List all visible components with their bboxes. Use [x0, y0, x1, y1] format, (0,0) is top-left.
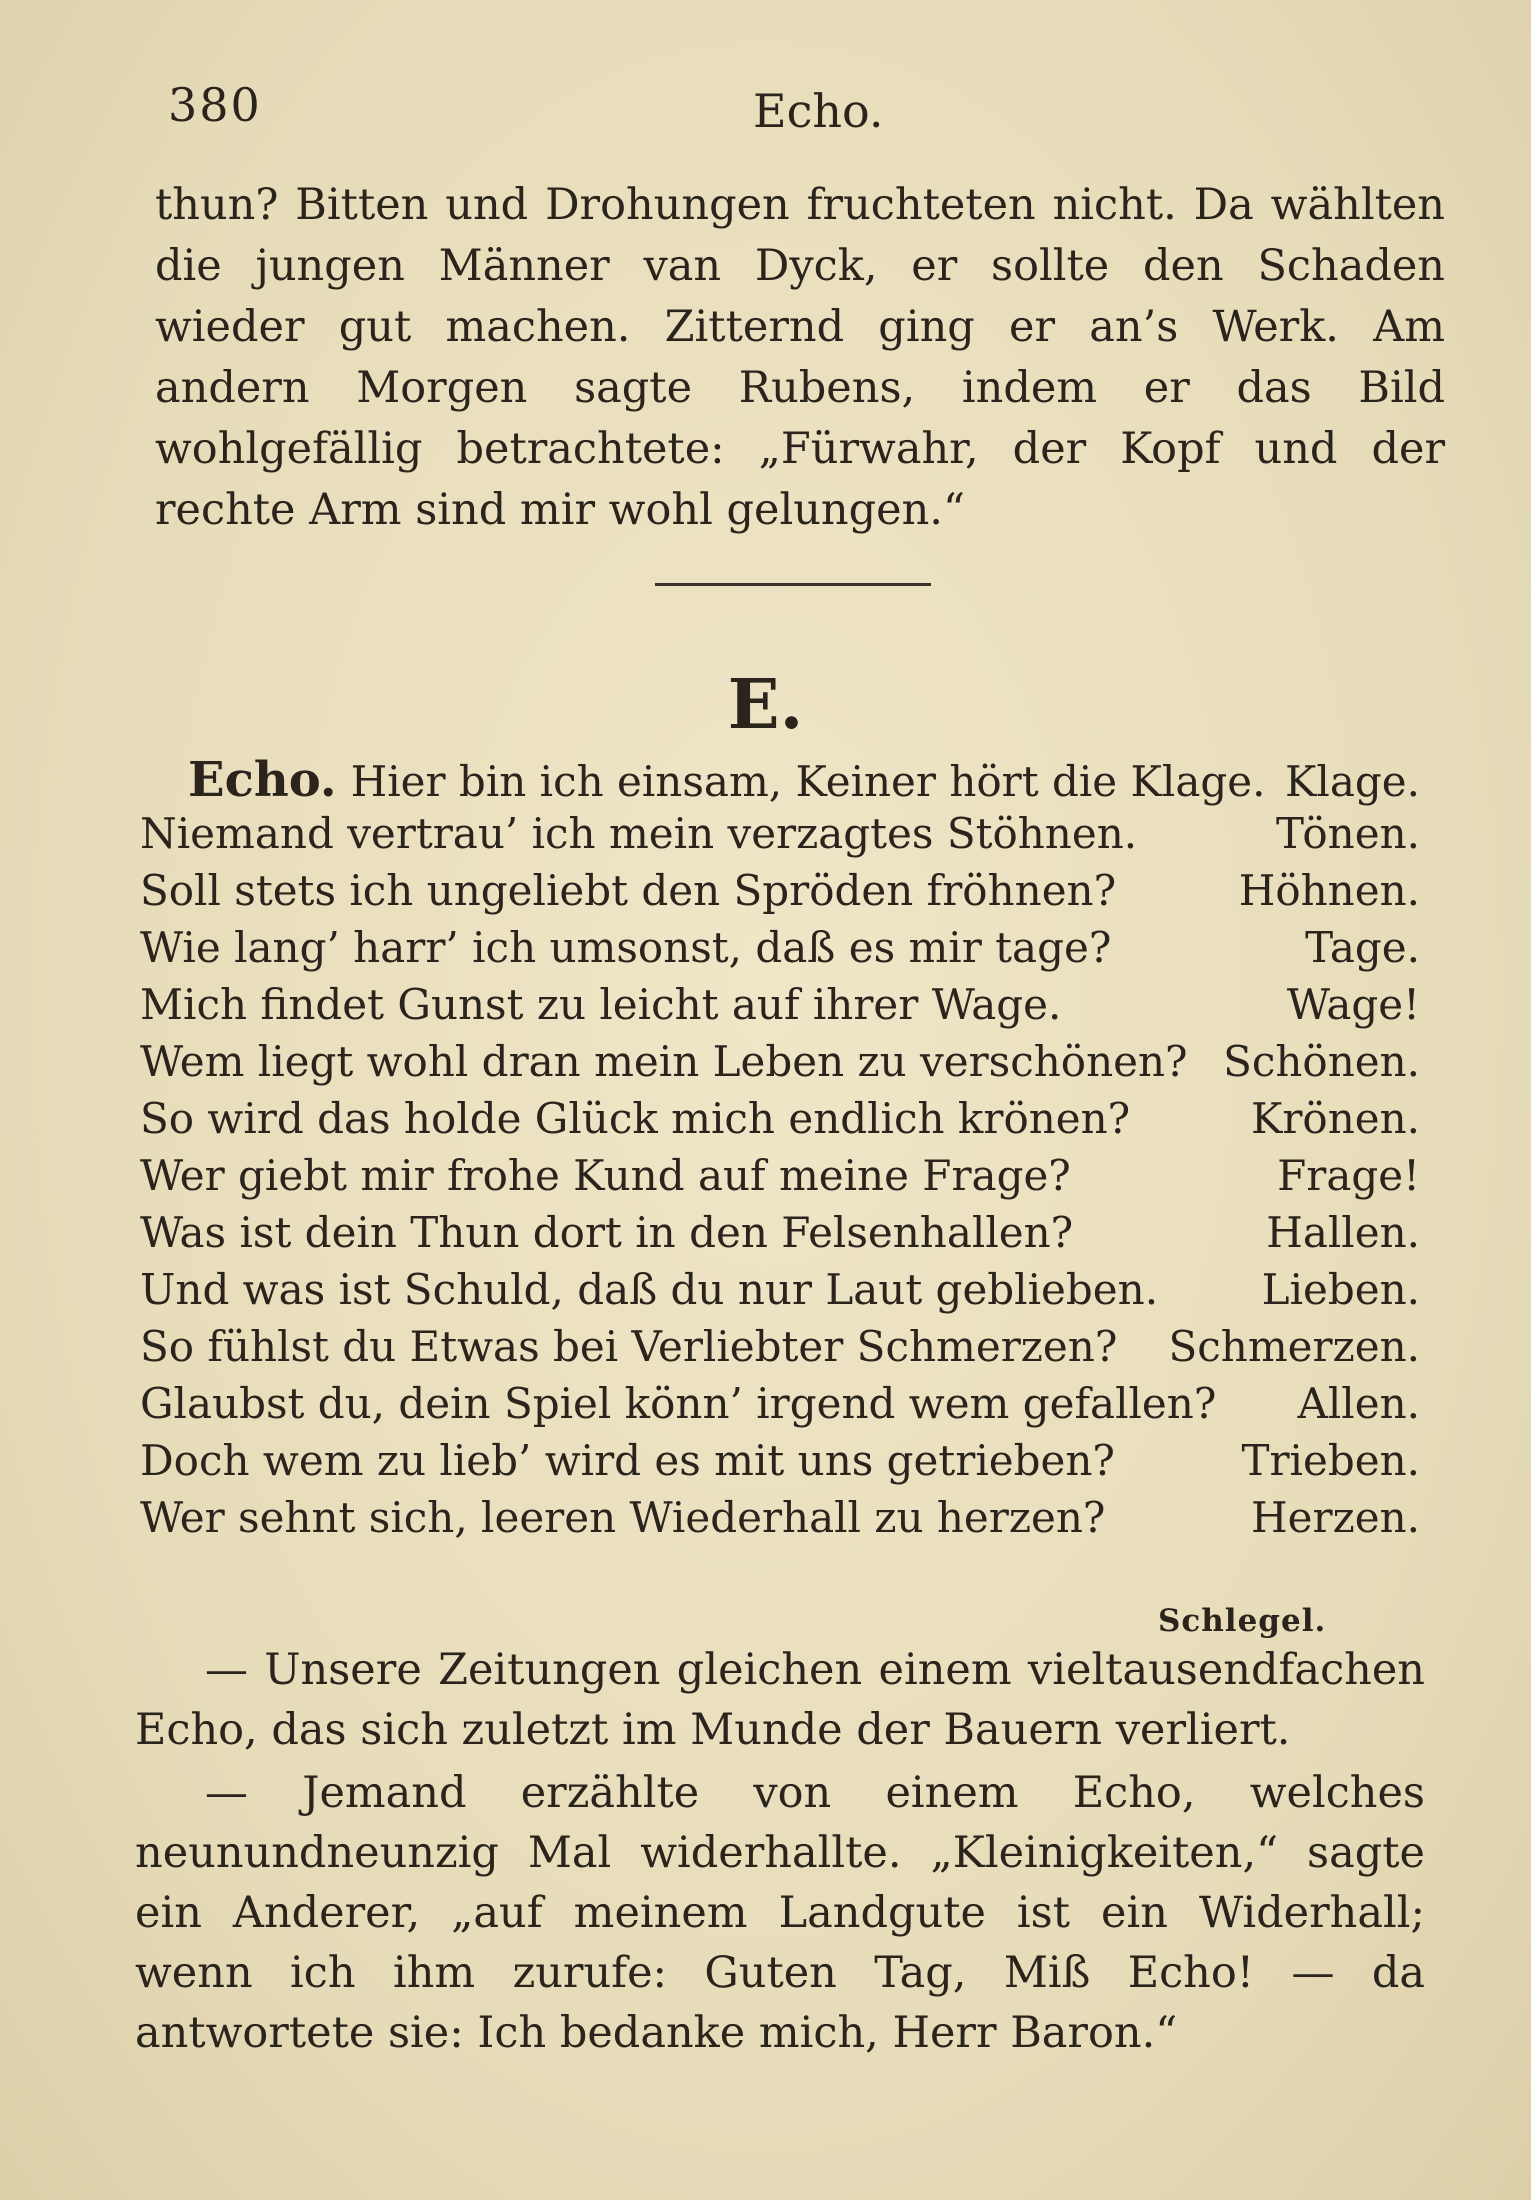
poem-line-text: Und was ist Schuld, daß du nur Laut geblieben.	[140, 1265, 1159, 1314]
poem-line	[140, 752, 1420, 809]
poem-line-text: Was ist dein Thun dort in den Felsenhallen?	[140, 1208, 1074, 1257]
poem-echo-word: Klage.	[1285, 757, 1420, 806]
poem-line	[140, 1493, 1420, 1550]
poem-line-text: Wer giebt mir frohe Kund auf meine Frage?	[140, 1151, 1071, 1200]
page-number: 380	[168, 78, 262, 132]
poem-echo-word: Trieben.	[1241, 1436, 1420, 1485]
echo-poem	[140, 752, 1420, 1550]
poem-echo-word: Wage!	[1286, 980, 1420, 1029]
poem-line	[140, 1151, 1420, 1208]
poem-line	[140, 1208, 1420, 1265]
poem-line	[140, 923, 1420, 980]
running-title: Echo.	[753, 84, 884, 138]
poem-line-text: Wer sehnt sich, leeren Wiederhall zu herzen?	[140, 1493, 1106, 1542]
poem-echo-word: Tönen.	[1276, 809, 1420, 858]
poem-echo-word: Allen.	[1297, 1379, 1420, 1428]
poem-line	[140, 1379, 1420, 1436]
poem-title-word: Echo.	[188, 752, 337, 808]
section-divider	[655, 583, 931, 586]
continuation-paragraph: thun? Bitten und Drohungen fruchteten nicht. Da wählten die jungen Männer van Dyck, er sollte den Schaden wieder gut machen. Zitternd ging er an’s Werk. Am andern Morgen sagte Rubens, indem er das Bild wohlgefällig betrachtete: „Fürwahr, der Kopf und der rechte Arm sind mir wohl gelungen.“	[155, 180, 1445, 535]
poem-line	[140, 1436, 1420, 1493]
poem-line-text: Wie lang’ harr’ ich umsonst, daß es mir tage?	[140, 923, 1112, 972]
poem-echo-word: Frage!	[1277, 1151, 1420, 1200]
poem-echo-word: Höhnen.	[1238, 866, 1420, 915]
poem-line	[140, 1037, 1420, 1094]
poem-line	[140, 1322, 1420, 1379]
poem-line-text: Wem liegt wohl dran mein Leben zu verschönen?	[140, 1037, 1188, 1086]
poem-line	[140, 1265, 1420, 1322]
poem-echo-word: Tage.	[1305, 923, 1420, 972]
poem-echo-word: Hallen.	[1266, 1208, 1420, 1257]
poem-line-text: Soll stets ich ungeliebt den Spröden fröhnen?	[140, 866, 1117, 915]
poem-line-text: Glaubst du, dein Spiel könn’ irgend wem gefallen?	[140, 1379, 1217, 1428]
anecdote-paragraph: — Unsere Zeitungen gleichen einem vieltausendfachen Echo, das sich zuletzt im Munde der Bauern verliert.	[135, 1645, 1425, 1755]
poem-line-text: Niemand vertrau’ ich mein verzagtes Stöhnen.	[140, 809, 1138, 858]
poem-echo-word: Lieben.	[1261, 1265, 1420, 1314]
poem-line	[140, 809, 1420, 866]
poem-line-text: Hier bin ich einsam, Keiner hört die Klage.	[350, 757, 1266, 806]
poem-echo-word: Schmerzen.	[1168, 1322, 1420, 1371]
poem-line-text: Doch wem zu lieb’ wird es mit uns getrieben?	[140, 1436, 1115, 1485]
section-heading-letter: E.	[727, 665, 804, 745]
page-header	[168, 78, 1438, 148]
poem-echo-word: Schönen.	[1223, 1037, 1420, 1086]
poem-line-text: So wird das holde Glück mich endlich krönen?	[140, 1094, 1131, 1143]
poem-line-text: Mich findet Gunst zu leicht auf ihrer Wage.	[140, 980, 1062, 1029]
poem-echo-word: Herzen.	[1251, 1493, 1420, 1542]
poem-line	[140, 866, 1420, 923]
poem-attribution: Schlegel.	[1158, 1603, 1327, 1639]
poem-line	[140, 980, 1420, 1037]
poem-line-text: So fühlst du Etwas bei Verliebter Schmerzen?	[140, 1322, 1118, 1371]
poem-line	[140, 1094, 1420, 1151]
poem-echo-word: Krönen.	[1250, 1094, 1420, 1143]
anecdote-paragraph: — Jemand erzählte von einem Echo, welches neunundneunzig Mal widerhallte. „Kleinigkeiten,“ sagte ein Anderer, „auf meinem Landgute ist ein Widerhall; wenn ich ihm zurufe: Guten Tag, Miß Echo! — da antwortete sie: Ich bedanke mich, Herr Baron.“	[135, 1768, 1425, 2058]
